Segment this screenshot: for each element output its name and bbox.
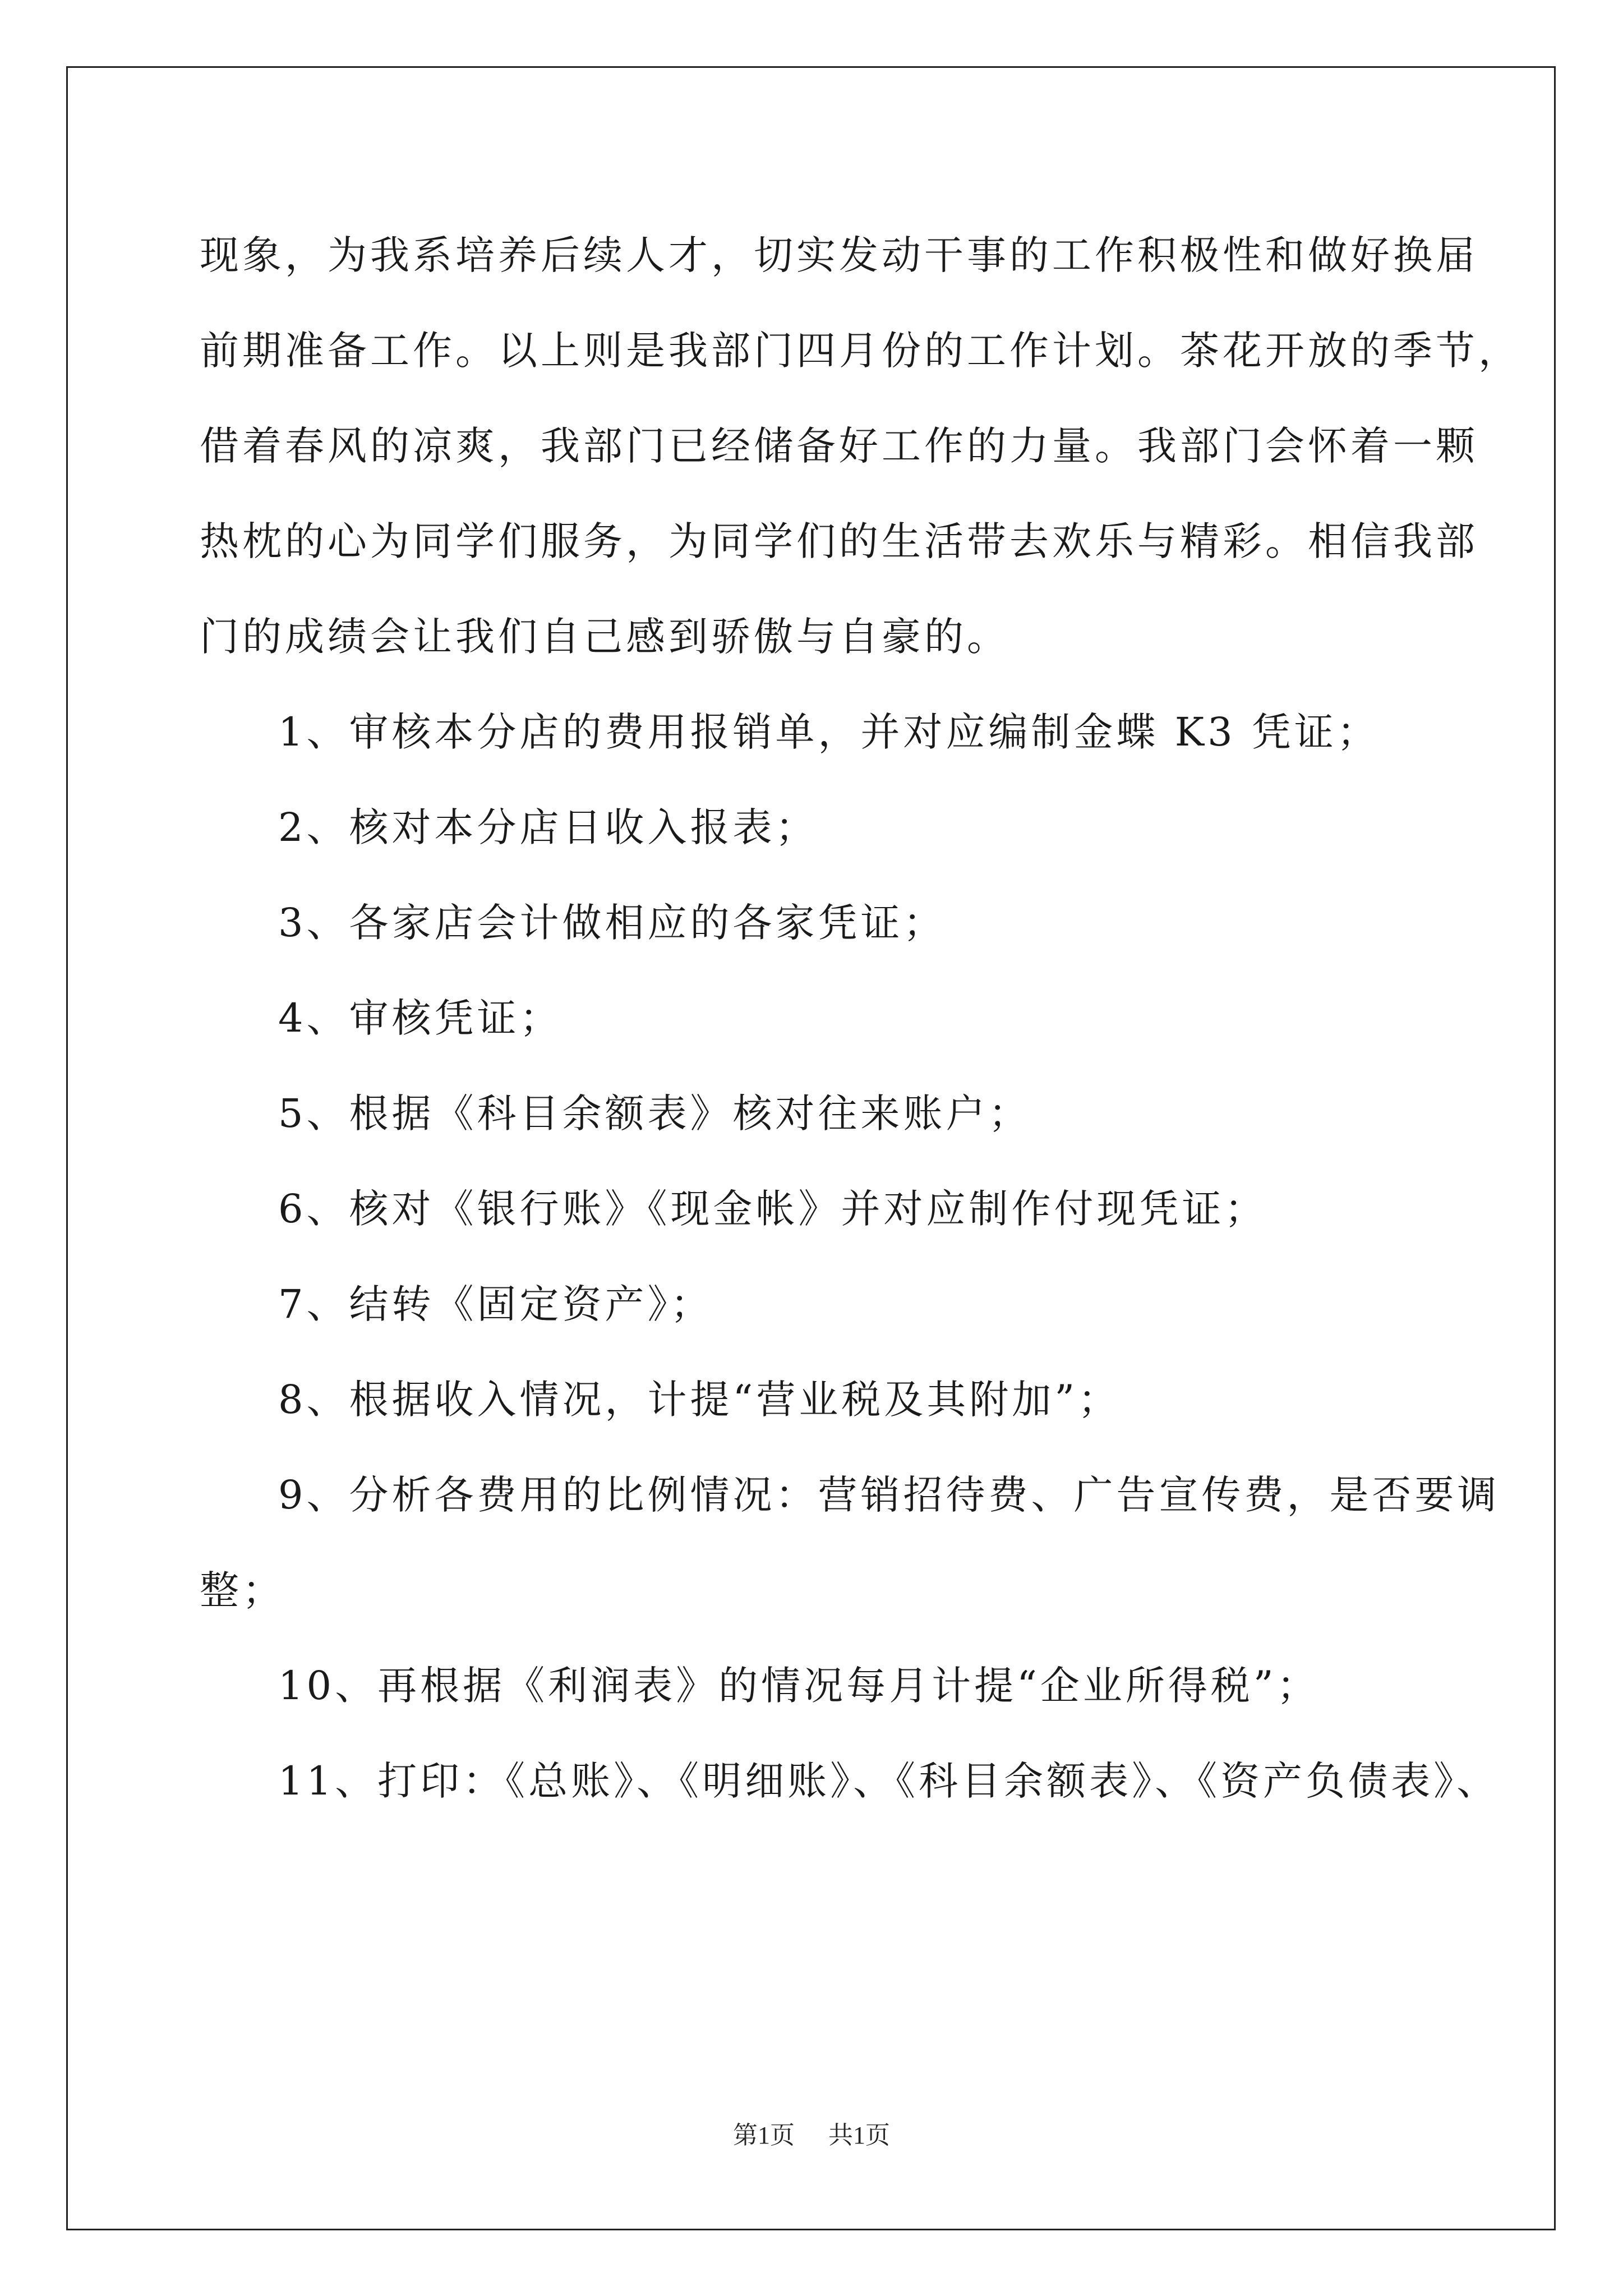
text-line-5: 门的成绩会让我们自己感到骄傲与自豪的。: [200, 614, 1009, 660]
text-line-4: 热枕的心为同学们服务，为同学们的生活带去欢乐与精彩。相信我部: [200, 518, 1478, 564]
list-item-6: 6、核对《银行账》《现金帐》并对应制作付现凭证；: [278, 1186, 1267, 1232]
list-item-9: 9、分析各费用的比例情况：营销招待费、广告宣传费，是否要调: [278, 1472, 1500, 1518]
list-item-1: 1、审核本分店的费用报销单，并对应编制金蝶 K3 凭证；: [278, 709, 1380, 755]
list-item-11: 11、打印：《总账》、《明细账》、《科目余额表》、《资产负债表》、: [278, 1758, 1500, 1804]
list-item-2: 2、核对本分店日收入报表；: [278, 804, 818, 850]
text-line-2: 前期准备工作。以上则是我部门四月份的工作计划。茶花开放的季节，: [200, 328, 1521, 374]
list-item-4: 4、审核凭证；: [278, 995, 562, 1041]
page-footer: [0, 2115, 1623, 2151]
list-item-9-continued: 整；: [200, 1567, 285, 1613]
list-item-5: 5、根据《科目余额表》核对往来账户；: [278, 1091, 1031, 1137]
page-number: 第1页: [733, 2122, 795, 2149]
list-item-10: 10、再根据《利润表》的情况每月计提“企业所得税”；: [278, 1663, 1320, 1709]
text-line-3: 借着春风的凉爽，我部门已经储备好工作的力量。我部门会怀着一颗: [200, 423, 1478, 469]
document-body: [200, 208, 1521, 1829]
list-item-3: 3、各家店会计做相应的各家凭证；: [278, 900, 946, 946]
page-total: 共1页: [828, 2122, 890, 2149]
list-item-8: 8、根据收入情况，计提“营业税及其附加”；: [278, 1377, 1121, 1423]
text-line-1: 现象，为我系培养后续人才，切实发动干事的工作积极性和做好换届: [200, 232, 1478, 278]
list-item-7: 7、结转《固定资产》；: [278, 1281, 713, 1327]
